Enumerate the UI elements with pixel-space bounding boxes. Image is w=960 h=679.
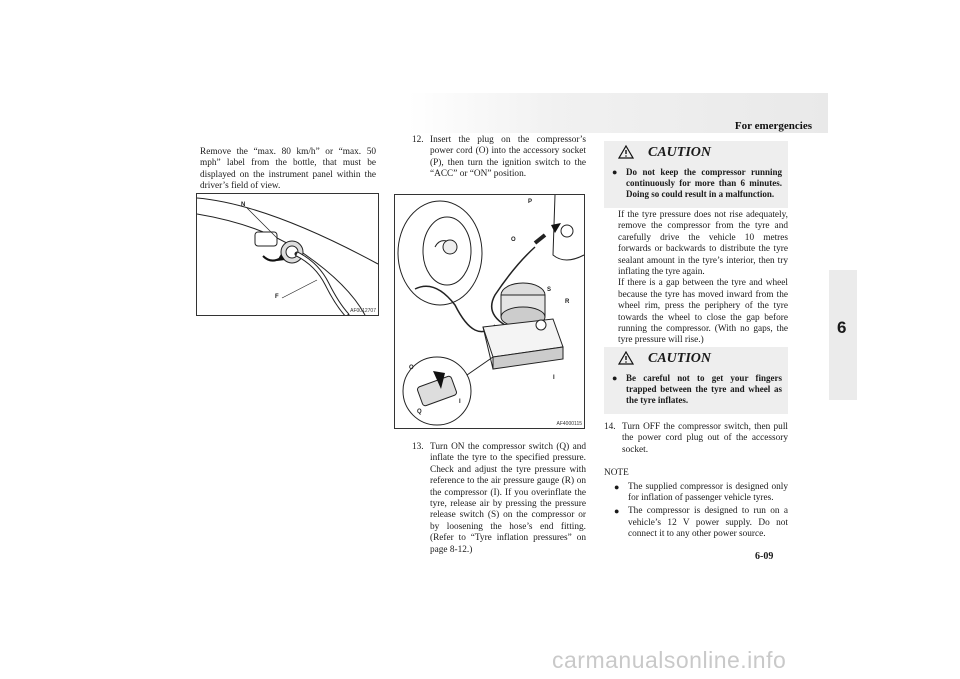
callout-n: N [241,202,246,208]
callout-f: F [275,294,279,300]
callout-q: Q [417,409,422,415]
warning-triangle-icon [618,351,634,365]
caution-box-2 [604,347,788,414]
watermark: carmanualsonline.info [552,647,787,673]
bullet-icon: ● [612,373,618,383]
step-number: 14. [604,422,616,432]
column-2 [412,135,586,181]
figure-compressor-connection [394,194,585,429]
note-text: The supplied compressor is designed only for inflation of passenger vehicle tyres. [628,481,788,504]
page-number: 6-09 [755,551,774,562]
step-13 [412,442,586,556]
step-text: Turn OFF the compressor switch, then pull the power cord plug out of the accessory socket. [622,422,788,455]
note-text: The compressor is designed to run on a vehicle’s 12 V power supply. Do not connect it to any other power source. [628,506,788,540]
step-text: Insert the plug on the compressor’s power cord (O) into the accessory socket (P), then turn the ignition switch to the “ACC” or “ON” position. [430,135,586,180]
column-3-paragraphs [618,210,788,347]
column-2-lower [412,442,586,556]
warning-triangle-icon [618,145,634,159]
bottle-hose-illustration [197,194,378,315]
step-12 [412,135,586,181]
note-label: NOTE [604,468,629,479]
bullet-icon: ● [614,481,620,492]
callout-i: I [553,375,555,381]
callout-s: S [547,287,552,293]
caution-title: CAUTION [648,351,712,366]
note-item [604,482,788,505]
column-3-lower [604,422,788,541]
step-14 [604,422,788,456]
figure-bottle-hose [196,193,379,316]
caution-title: CAUTION [648,145,712,160]
caution-text: Do not keep the compressor running continuously for more than 6 minutes. Doing so could result in a malfunction. [626,167,782,199]
pressure-paragraph: If the tyre pressure does not rise adequately, remove the compressor from the tyre and carefully drive the vehicle 10 metres forwards or backwards to distribute the tyre sealant amount in the tyre’s interior, then try inflating the tyre again. [618,210,788,278]
step-text: Turn ON the compressor switch (Q) and inflate the tyre to the specified pressure. Check and adjust the tyre pressure with reference to the air pressure gauge (R) on the compressor (I). If you overinflate the tyre, release air by pressing the pressure release switch (S) on the compressor or by loosening the hose’s end fitting. (Refer to “Tyre inflation pressures” on page 8-12.) [430,442,586,555]
step-number: 12. [412,135,424,145]
callout-o-inset: O [409,365,414,371]
bullet-icon: ● [614,506,620,517]
step-number: 13. [412,442,424,452]
bullet-icon: ● [612,167,618,177]
callout-i-inset: I [459,399,461,405]
note-item [604,506,788,540]
label-removal-paragraph: Remove the “max. 80 km/h” or “max. 50 mph” label from the bottle, that must be displayed on the instrument panel within the driver’s field of view. [200,147,376,192]
callout-o: O [511,237,516,243]
figure-code: AF0012707 [350,308,376,314]
gap-paragraph: If there is a gap between the tyre and wheel because the tyre has moved inward from the wheel rim, press the periphery of the tyre towards the wheel to close the gap before running the compressor. (With no gaps, the tyre pressure will rise.) [618,278,788,346]
chapter-tab-number: 6 [837,318,847,337]
callout-r: R [565,299,570,305]
caution-box-1 [604,141,788,208]
column-1 [200,147,376,193]
section-title: For emergencies [734,120,812,132]
figure-code: AF4000115 [556,421,582,427]
compressor-illustration [395,195,584,428]
callout-p: P [528,199,533,205]
caution-text: Be careful not to get your fingers trapped between the tyre and wheel as the tyre inflates. [626,373,782,405]
